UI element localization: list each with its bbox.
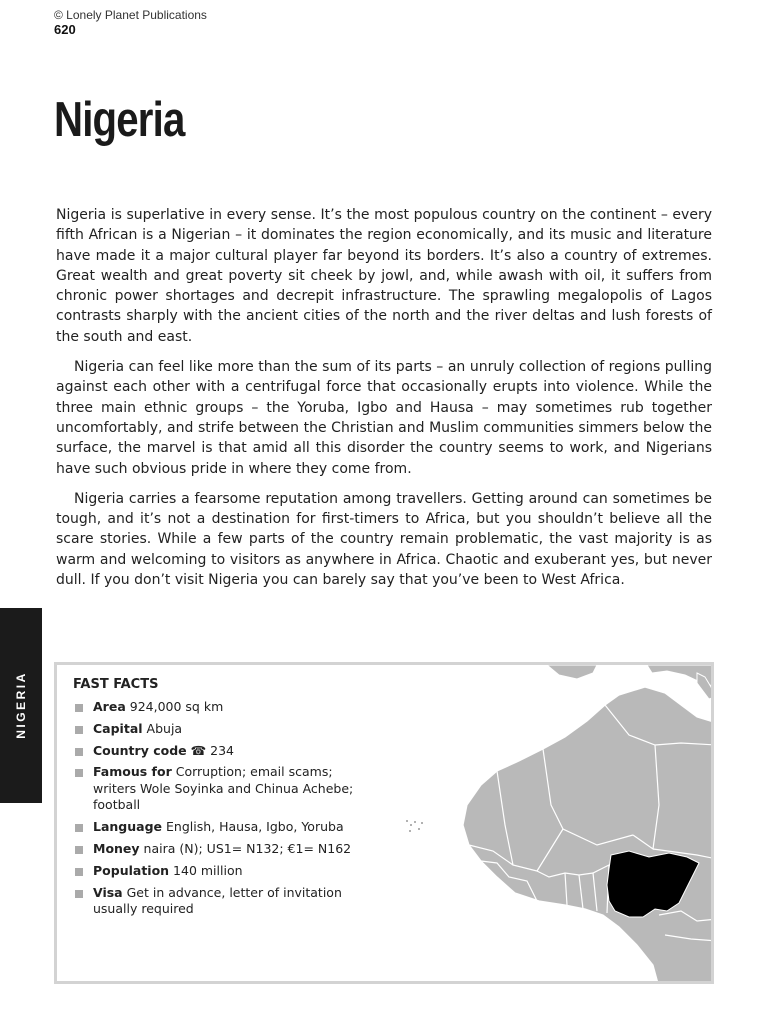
- square-bullet-icon: [75, 868, 83, 876]
- locator-map: [397, 665, 714, 984]
- page-title: Nigeria: [54, 93, 185, 147]
- fact-population: [73, 863, 368, 880]
- map-island-6: [421, 822, 423, 824]
- paragraph-3: Nigeria carries a fearsome reputation among travellers. Getting around can sometimes be tough, and it’s not a destination for first-timers to Africa, but you shouldn’t believe all the scare stories. While a few parts of the country remain problematic, the vast majority is as warm and welcoming to visitors as anywhere in Africa. Chaotic and exuberant yes, but never dull. If you don’t visit Nigeria you can barely say that you’ve been to West Africa.: [56, 490, 712, 589]
- fact-language: [73, 819, 368, 836]
- fact-value: ☎ 234: [190, 742, 235, 758]
- page-number: 620: [54, 22, 76, 37]
- fact-label: Population: [93, 862, 170, 878]
- map-island-5: [409, 830, 411, 832]
- map-africa-land: [463, 687, 714, 984]
- fact-label: Language: [93, 819, 163, 835]
- fact-value: 140 million: [173, 862, 243, 878]
- square-bullet-icon: [75, 769, 83, 777]
- map-island-4: [418, 828, 420, 830]
- fact-value: Get in advance, letter of invitation usually required: [93, 884, 342, 917]
- square-bullet-icon: [75, 824, 83, 832]
- paragraph-1: Nigeria is superlative in every sense. It’s the most populous country on the continent – every fifth African is a Nigerian – it dominates the region economically, and its music and literature have made it a major cultural player far beyond its borders. It’s also a country of extremes. Great wealth and great poverty sit cheek by jowl, and, while awash with oil, it suffers from chronic power shortages and decrepit infrastructure. The sprawling megalopolis of Lagos contrasts sharply with the ancient cities of the north and the river deltas and lush forests of the south and east.: [56, 207, 712, 345]
- map-island-2: [410, 824, 412, 826]
- fact-money: [73, 841, 368, 858]
- fact-value: 924,000 sq km: [129, 699, 224, 714]
- map-island-3: [414, 821, 416, 823]
- fact-label: Famous for: [93, 764, 172, 780]
- fact-famous-for: [73, 764, 368, 814]
- fact-value: naira (N); US1= N132; €1= N162: [143, 840, 352, 856]
- square-bullet-icon: [75, 846, 83, 854]
- map-island-1: [406, 820, 408, 822]
- paragraph-2: Nigeria can feel like more than the sum of its parts – an unruly collection of regions pulling against each other with a centrifugal force that occasionally erupts into violence. While the three main ethnic groups – the Yoruba, Igbo and Hausa – may sometimes rub together uncomfortably, and strife between the Christian and Muslim communities simmers below the surface, the marvel is that amid all this disorder the country seems to work, and Nigerians have such obvious pride in where they come from.: [56, 359, 712, 477]
- fact-label: Country code: [93, 742, 187, 758]
- map-iberia-tip: [547, 665, 597, 679]
- fast-facts-box: [54, 662, 714, 984]
- fact-country-code: [73, 743, 368, 760]
- fact-value: Corruption; email scams; writers Wole Soyinka and Chinua Achebe; football: [93, 764, 354, 813]
- fact-capital: [73, 721, 368, 738]
- square-bullet-icon: [75, 726, 83, 734]
- fact-label: Area: [93, 699, 126, 714]
- square-bullet-icon: [75, 890, 83, 898]
- map-italy: [697, 673, 714, 699]
- fast-facts-list: [73, 699, 368, 923]
- square-bullet-icon: [75, 704, 83, 712]
- fact-label: Capital: [93, 720, 143, 736]
- fact-area: [73, 699, 368, 716]
- copyright-notice: © Lonely Planet Publications: [54, 8, 207, 22]
- fast-facts-title: FAST FACTS: [73, 677, 159, 692]
- fact-value: English, Hausa, Igbo, Yoruba: [166, 819, 344, 835]
- intro-text: [56, 205, 712, 600]
- chapter-tab-label: NIGERIA: [14, 671, 28, 739]
- fact-label: Visa: [93, 884, 123, 900]
- fact-label: Money: [93, 840, 140, 856]
- chapter-tab: [0, 608, 42, 803]
- fact-value: Abuja: [146, 720, 183, 736]
- square-bullet-icon: [75, 748, 83, 756]
- fact-visa: [73, 885, 368, 918]
